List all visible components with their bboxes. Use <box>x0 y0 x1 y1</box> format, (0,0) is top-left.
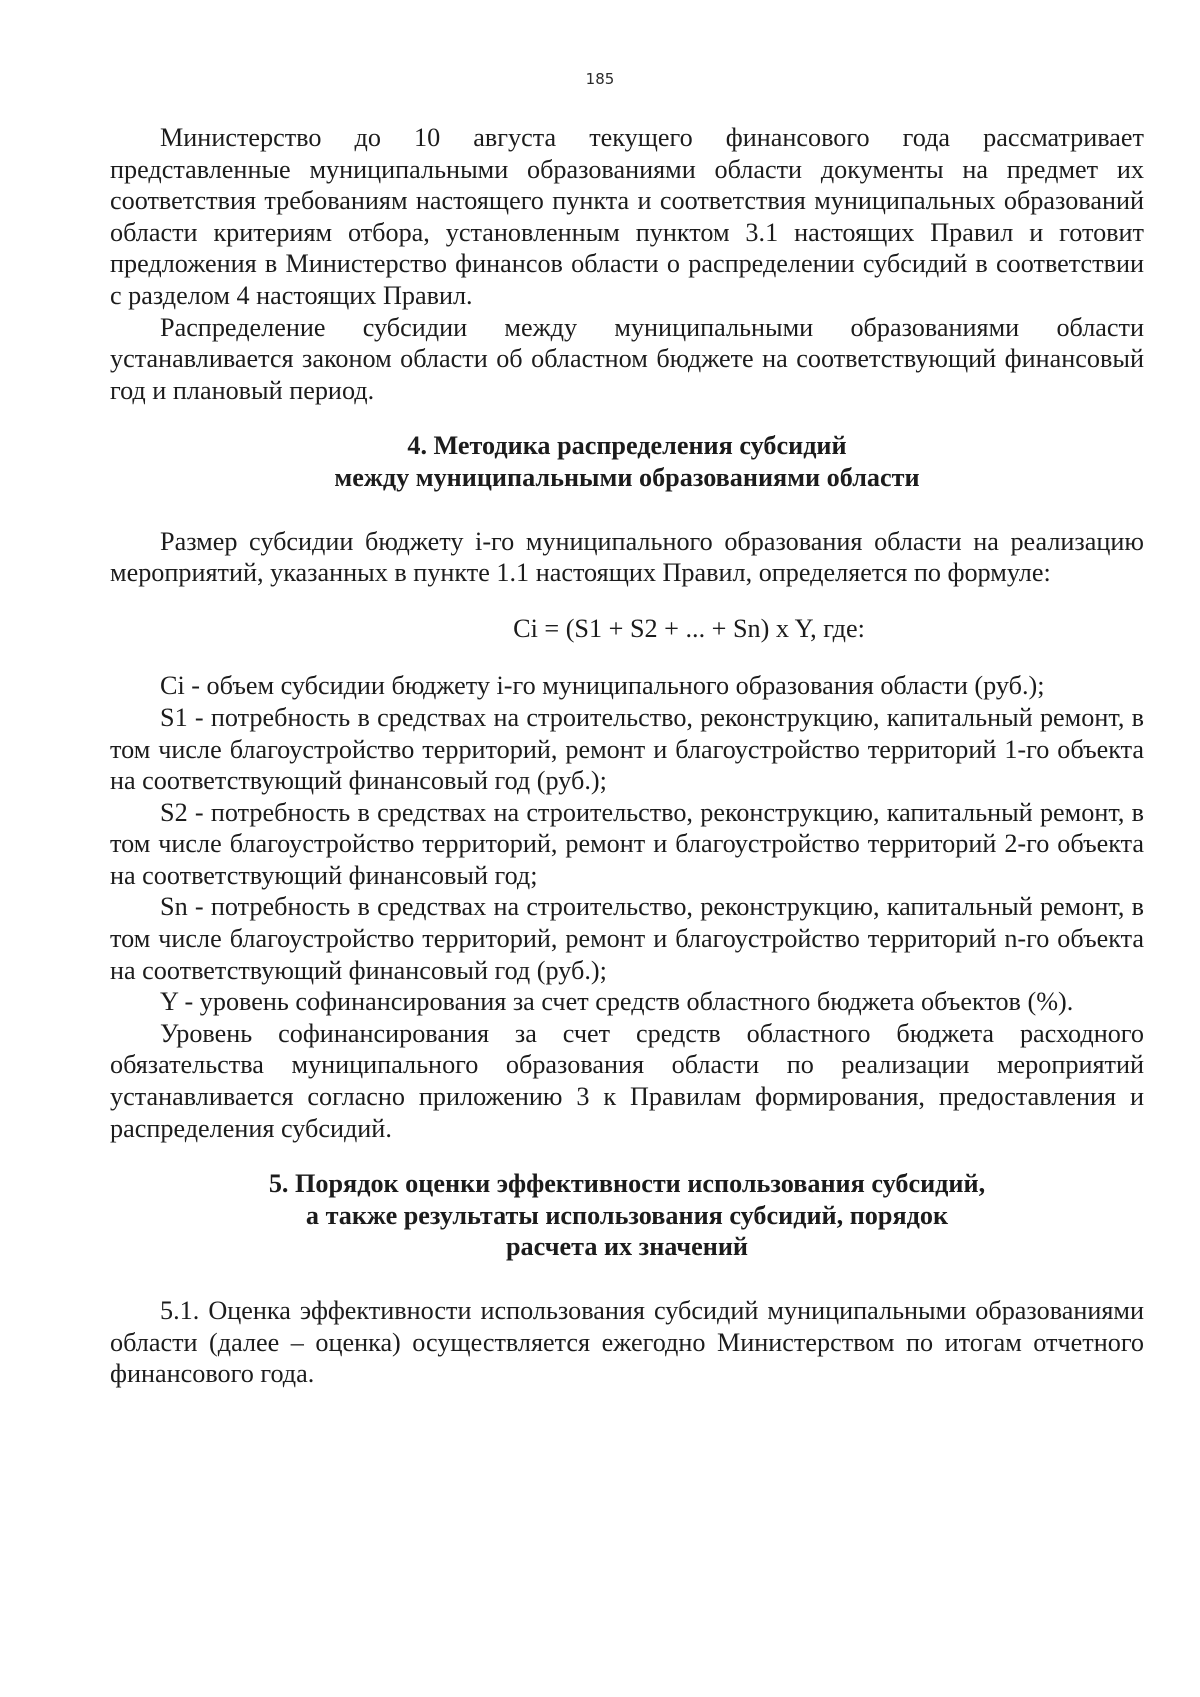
section-5-heading <box>110 1168 1144 1263</box>
page-number: 185 <box>585 70 615 88</box>
definition-s2: S2 - потребность в средствах на строительство, реконструкцию, капитальный ремонт, в том числе благоустройство территорий, ремонт и благоустройство территорий 2-го объекта на соответствующий финансовый год; <box>110 797 1144 890</box>
section-4-heading-line-2: между муниципальными образованиями области <box>334 462 920 492</box>
paragraph-5-1: 5.1. Оценка эффективности использования субсидий муниципальными образованиями области (далее – оценка) осуществляется ежегодно Министерством по итогам отчетного финансового года. <box>110 1296 1144 1389</box>
document-body <box>110 122 1144 1390</box>
formula-definitions <box>110 670 1144 1144</box>
definition-s1: S1 - потребность в средствах на строительство, реконструкцию, капитальный ремонт, в том числе благоустройство территорий, ремонт и благоустройство территорий 1-го объекта на соответствующий финансовый год (руб.); <box>110 702 1144 796</box>
definition-sn: Sn - потребность в средствах на строительство, реконструкцию, капитальный ремонт, в том числе благоустройство территорий, ремонт и благоустройство территорий n-го объекта на соответствующий финансовый год (руб.); <box>110 892 1144 985</box>
section-5-heading-line-1: 5. Порядок оценки эффективности использования субсидий, <box>268 1169 986 1199</box>
paragraph-distribution-law: Распределение субсидии между муниципальными образованиями области устанавливается законом области об областном бюджете на соответствующий финансовый год и плановый период. <box>110 312 1144 405</box>
section-4-heading-line-1: 4. Методика распределения субсидий <box>407 431 847 461</box>
paragraph-ministry-review: Министерство до 10 августа текущего финансового года рассматривает представленные муниципальными образованиями области документы на предмет их соответствия требованиям настоящего пункта и соответствия муниципальных образований области критериям отбора, установленным пунктом 3.1 настоящих Правил и готовит предложения в Министерство финансов области о распределении субсидий в соответствии с разделом 4 настоящих Правил. <box>110 123 1144 310</box>
section-5-heading-line-3: расчета их значений <box>505 1232 749 1262</box>
section-5-heading-line-2: а также результаты использования субсидий, порядок <box>305 1200 949 1230</box>
subsidy-formula: Ci = (S1 + S2 + ... + Sn) x Y, где: <box>513 613 865 643</box>
definition-ci: Ci - объем субсидии бюджету i-го муниципального образования области (руб.); <box>160 671 1045 701</box>
section-4-heading <box>110 430 1144 493</box>
section-4-intro: Размер субсидии бюджету i-го муниципального образования области на реализацию мероприятий, указанных в пункте 1.1 настоящих Правил, определяется по формуле: <box>110 526 1144 588</box>
paragraph-cofinancing-level: Уровень софинансирования за счет средств областного бюджета расходного обязательства муниципального образования области по реализации мероприятий устанавливается согласно приложению 3 к Правилам формирования, предоставления и распределения субсидий. <box>110 1018 1144 1143</box>
definition-y: Y - уровень софинансирования за счет средств областного бюджета объектов (%). <box>160 987 1074 1017</box>
